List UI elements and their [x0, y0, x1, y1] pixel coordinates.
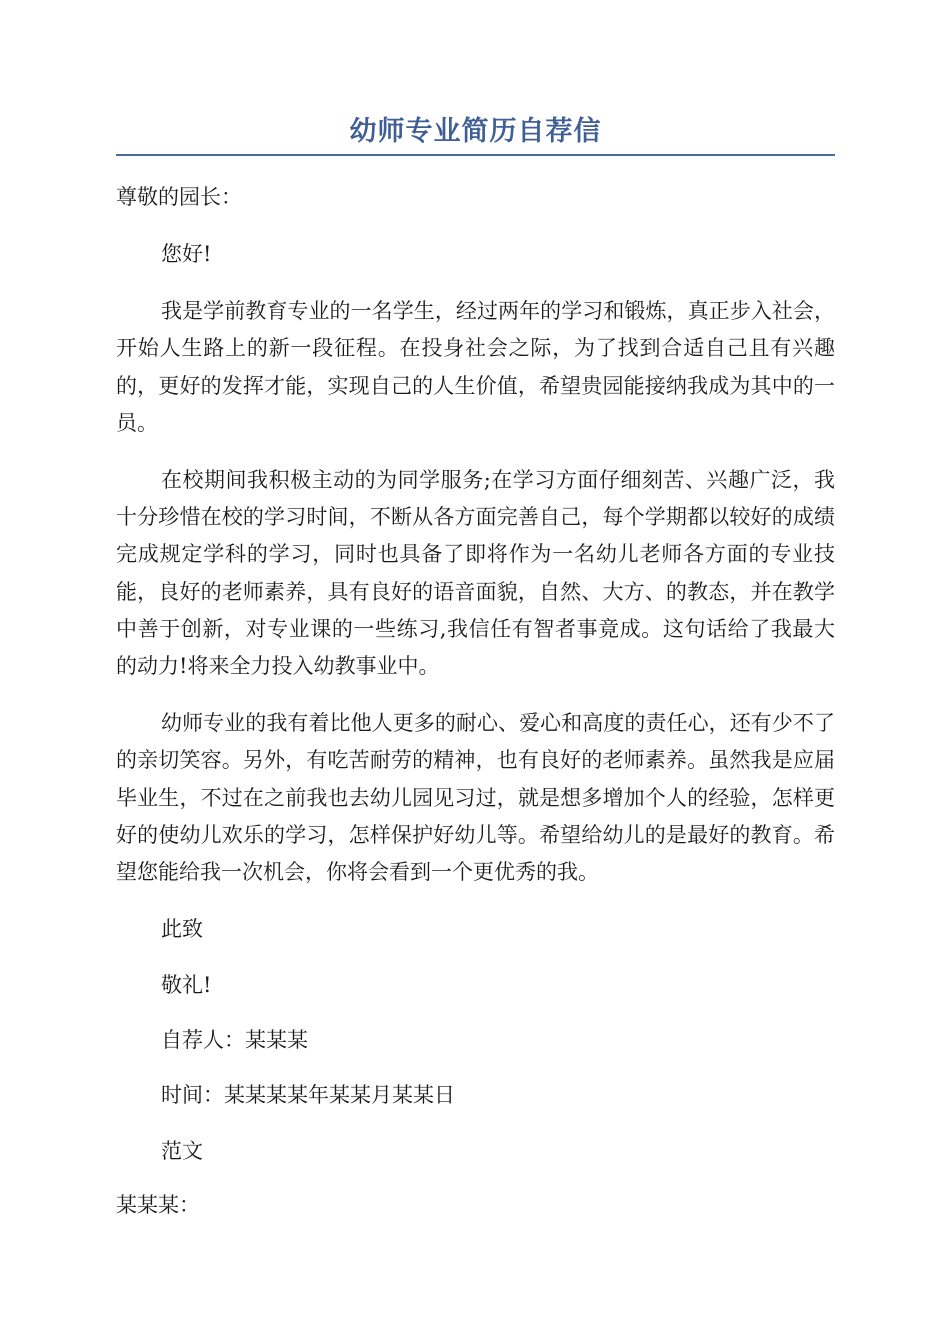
- paragraph-school: 在校期间我积极主动的为同学服务;在学习方面仔细刻苦、兴趣广泛，我十分珍惜在校的学习时间，不断从各方面完善自己，每个学期都以较好的成绩完成规定学科的学习，同时也具备了即将作为一名幼儿老师各方面的专业技能，良好的老师素养，具有良好的语音面貌，自然、大方、的教态，并在教学中善于创新，对专业课的一些练习,我信任有智者事竟成。这句话给了我最大的动力!将来全力投入幼教事业中。: [116, 468, 835, 679]
- document-page: [116, 110, 835, 1223]
- sample-label: 范文: [161, 1139, 203, 1164]
- paragraph-qualities: 幼师专业的我有着比他人更多的耐心、爱心和高度的责任心，还有少不了的亲切笑容。另外，有吃苦耐劳的精神，也有良好的老师素养。虽然我是应届毕业生，不过在之前我也去幼儿园见习过，就是想多增加个人的经验，怎样更好的使幼儿欢乐的学习，怎样保护好幼儿等。希望给幼儿的是最好的教育。希望您能给我一次机会，你将会看到一个更优秀的我。: [116, 711, 835, 885]
- addressee: 某某某：: [116, 1193, 200, 1218]
- document-title: 幼师专业简历自荐信: [349, 116, 602, 147]
- date-line: 时间：某某某某年某某月某某日: [161, 1083, 455, 1108]
- closing-jingli: 敬礼!: [161, 973, 212, 998]
- title-underline: [116, 154, 835, 156]
- signer-line: 自荐人：某某某: [161, 1028, 308, 1053]
- greeting: 您好!: [161, 242, 212, 266]
- closing-cizhi: 此致: [161, 917, 203, 942]
- salutation: 尊敬的园长：: [116, 185, 242, 209]
- paragraph-intro: 我是学前教育专业的一名学生，经过两年的学习和锻炼，真正步入社会，开始人生路上的新一段征程。在投身社会之际，为了找到合适自己且有兴趣的，更好的发挥才能，实现自己的人生价值，希望贵园能接纳我成为其中的一员。: [116, 299, 835, 435]
